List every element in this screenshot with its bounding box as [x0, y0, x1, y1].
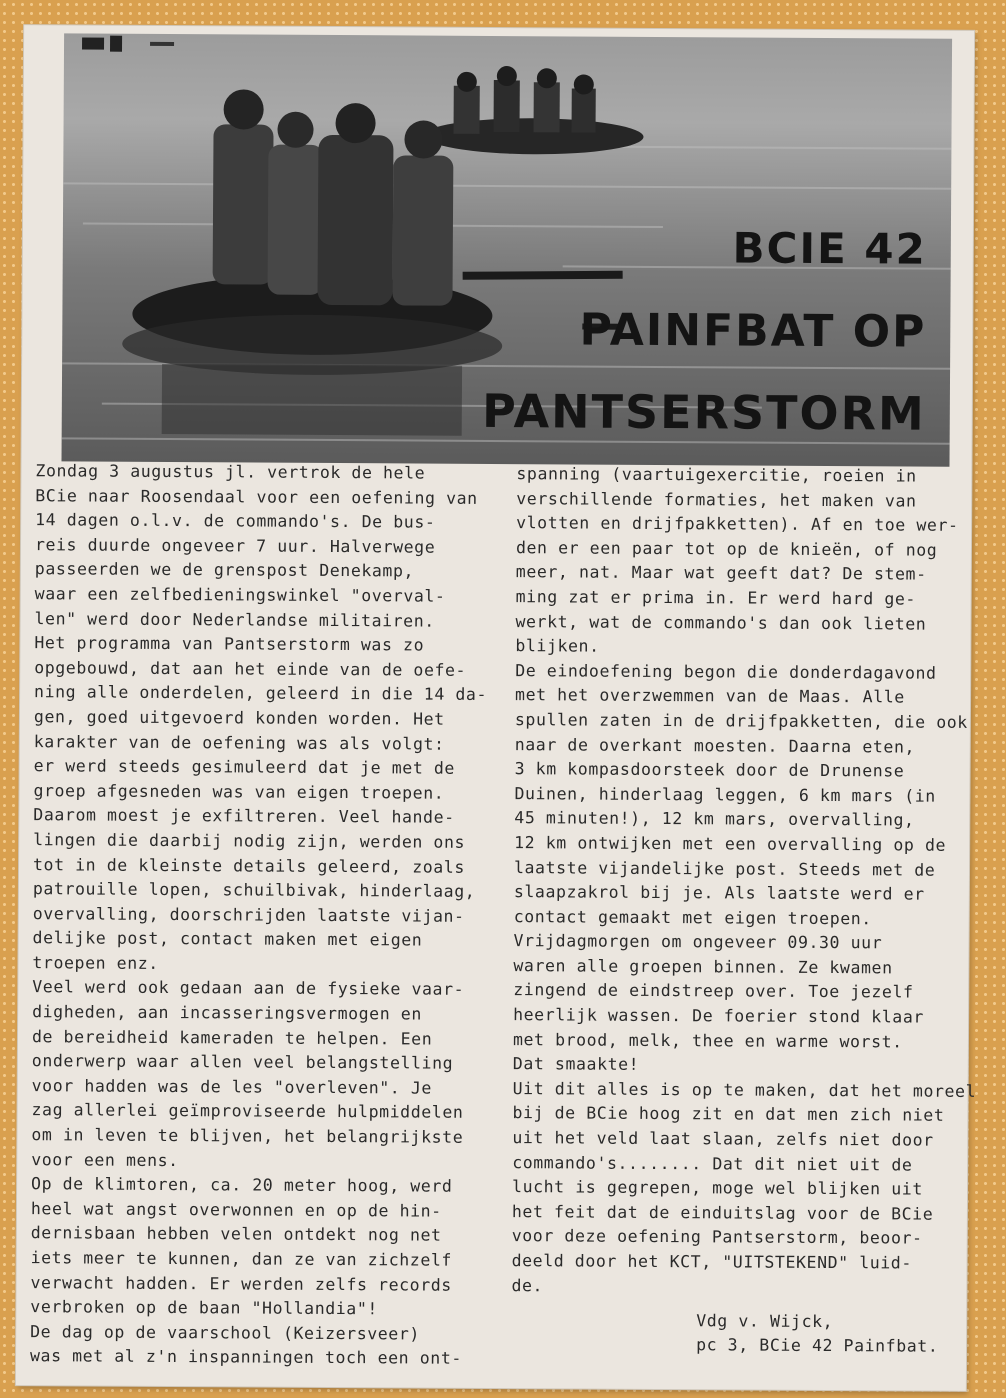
headline-line-1: BCIE 42 — [732, 223, 927, 274]
article-line: zag allerlei geïmproviseerde hulpmiddelen — [31, 1100, 464, 1123]
article-line: voor een mens. — [31, 1149, 179, 1170]
signature-line: Vdg v. Wijck, — [696, 1311, 834, 1332]
article-line: naar de overkant moesten. Daarna eten, — [514, 734, 916, 757]
article-line: lingen die daarbij nodig zijn, werden ons — [33, 830, 466, 852]
article-line: lucht is gegrepen, moge wel blijken uit — [512, 1177, 923, 1199]
article-line: verbroken op de baan "Hollandia"! — [30, 1297, 379, 1319]
article-line: bij de BCie hoog zit en dat men zich niet — [512, 1103, 945, 1126]
headline-line-3: PANTSERSTORM — [481, 383, 926, 441]
article-line: zingend de eindstreep over. Toe jezelf — [513, 980, 914, 1003]
article-line: spanning (vaartuigexercitie, roeien in — [516, 464, 917, 486]
article-line: de bereidheid kameraden te helpen. Een — [31, 1026, 433, 1049]
article-line: delijke post, contact maken met eigen — [32, 928, 423, 950]
article-line: troepen enz. — [32, 953, 159, 973]
article-line: Dat smaakte! — [512, 1054, 640, 1075]
article-line: opgebouwd, dat aan het einde van de oefe- — [34, 657, 467, 680]
article-line: Duinen, hinderlaag leggen, 6 km mars (in — [514, 783, 936, 806]
article-line: Zondag 3 augustus jl. vertrok de hele — [35, 461, 426, 483]
article-right-column — [511, 462, 977, 1301]
article-line: Daarom moest je exfiltreren. Veel hande- — [33, 805, 455, 828]
article-line: 45 minuten!), 12 km mars, overvalling, — [514, 808, 915, 830]
article-line: voor deze oefening Pantserstorm, beoor- — [511, 1226, 923, 1249]
article-line: 14 dagen o.l.v. de commando's. De bus- — [35, 510, 436, 532]
article-line: verschillende formaties, het maken van — [516, 488, 917, 511]
article-line: vlotten en drijfpakketten). Af en toe wer- — [516, 513, 959, 536]
article-left-column — [30, 459, 496, 1372]
article-line: laatste vijandelijke post. Steeds met de — [513, 857, 936, 880]
article-line: waar een zelfbedieningswinkel "overval- — [34, 584, 446, 606]
article-line: 12 km ontwijken met een overvalling op de — [514, 833, 947, 855]
signature-line: pc 3, BCie 42 Painfbat. — [696, 1335, 939, 1356]
article-line: 3 km kompasdoorsteek door de Drunense — [514, 759, 905, 781]
article-line: slaapzakrol bij je. Als laatste werd er — [513, 882, 925, 904]
article-line: passeerden we de grenspost Denekamp, — [34, 559, 415, 581]
article-line: Vrijdagmorgen om ongeveer 09.30 uur — [513, 931, 883, 953]
article-line: overvalling, doorschrijden laatste vijan- — [32, 903, 465, 926]
article-line: waren alle groepen binnen. Ze kwamen — [513, 955, 893, 978]
article-line: dernisbaan hebben velen ontdekt nog net — [30, 1223, 442, 1246]
article-line: gen, goed uitgevoerd konden worden. Het — [33, 707, 445, 729]
article-line: blijken. — [515, 636, 600, 656]
article-line: patrouille lopen, schuilbivak, hinderlaag, — [32, 879, 476, 901]
article-line: den er een paar tot op de knieën, of nog — [515, 537, 938, 560]
article-line: De dag op de vaarschool (Keizersveer) — [30, 1321, 420, 1344]
article-line: Op de klimtoren, ca. 20 meter hoog, werd — [31, 1174, 453, 1196]
article-line: ning alle onderdelen, geleerd in die 14 da- — [34, 682, 488, 705]
article-line: heel wat angst overwonnen en op de hin- — [30, 1198, 442, 1221]
article-line: voor hadden was de les "overleven". Je — [31, 1076, 433, 1098]
article-line: digheden, aan incasseringsvermogen en — [32, 1002, 422, 1024]
article-line: karakter van de oefening was als volgt: — [33, 731, 445, 754]
article-line: meer, nat. Maar wat geeft dat? De stem- — [515, 562, 927, 585]
article-line: deeld door het KCT, "UITSTEKEND" luid- — [511, 1251, 912, 1273]
article-line: er werd steeds gesimuleerd dat je met de — [33, 756, 456, 778]
article-line: om in leven te blijven, het belangrijkste — [31, 1125, 464, 1147]
article-line: spullen zaten in de drijfpakketten, die ook — [514, 710, 968, 732]
article-line: len" werd door Nederlandse militairen. — [34, 608, 435, 631]
article-line: het feit dat de einduitslag voor de BCie — [511, 1201, 934, 1224]
article-line: contact gemaakt met eigen troepen. — [513, 906, 872, 928]
article-line: iets meer te kunnen, dan ze van zichzelf — [30, 1248, 453, 1270]
article-line: Het programma van Pantserstorm was zo — [34, 633, 425, 655]
article-line: verwacht hadden. Er werden zelfs records — [30, 1272, 452, 1295]
article-line: was met al z'n inspanningen toch een ont- — [29, 1346, 462, 1369]
article-line: heerlijk wassen. De foerier stond klaar — [513, 1005, 925, 1027]
article-line: commando's........ Dat dit niet uit de — [512, 1152, 913, 1175]
soldiers-boat-photo — [61, 33, 952, 466]
article-line: onderwerp waar allen veel belangstelling — [31, 1051, 454, 1074]
headline-line-2: PAINFBAT OP — [579, 304, 927, 358]
article-line: Veel werd ook gedaan aan de fysieke vaar- — [32, 977, 465, 1000]
article-line: De eindoefening begon die donderdagavond — [515, 660, 937, 683]
article-line: ming zat er prima in. Er werd hard ge- — [515, 587, 917, 609]
article-line: met het overzwemmen van de Maas. Alle — [515, 685, 905, 707]
article-line: de. — [511, 1275, 544, 1295]
article-line: reis duurde ongeveer 7 uur. Halverwege — [34, 534, 436, 557]
article-line: BCie naar Roosendaal voor een oefening van — [35, 485, 478, 508]
article-signature — [696, 1309, 939, 1358]
article-line: met brood, melk, thee en warme worst. — [512, 1029, 903, 1052]
article-line: Uit dit alles is op te maken, dat het moreel — [512, 1078, 977, 1101]
article-line: groep afgesneden was van eigen troepen. — [33, 780, 445, 803]
newsletter-page — [16, 25, 977, 1391]
article-line: werkt, wat de commando's dan ook lieten — [515, 611, 927, 634]
article-line: uit het veld laat slaan, zelfs niet door — [512, 1128, 934, 1150]
article-line: tot in de kleinste details geleerd, zoals — [32, 854, 465, 877]
